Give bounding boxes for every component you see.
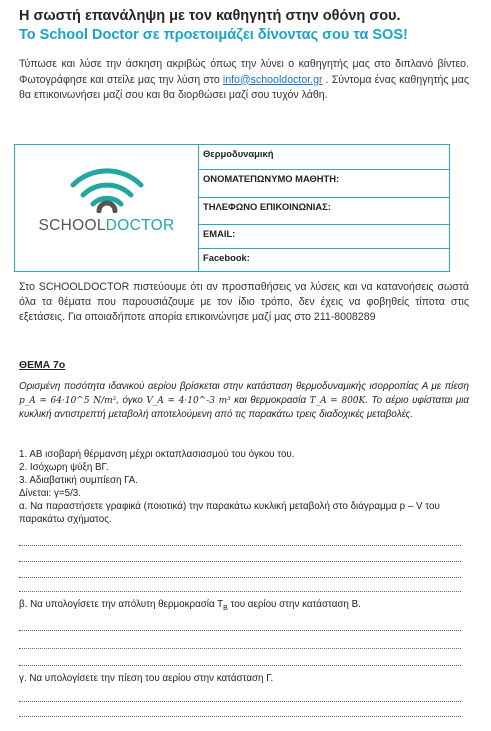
question-b-text: β. Να υπολογίσετε την απόλυτη θερμοκρασία Τ bbox=[19, 599, 224, 610]
answer-line[interactable] bbox=[19, 591, 461, 592]
wifi-logo-icon bbox=[69, 167, 145, 213]
header-subtitle: Το School Doctor σε προετοιμάζει δίνοντας σου τα SOS! bbox=[19, 27, 408, 43]
answer-line[interactable] bbox=[19, 545, 461, 546]
problem-title: ΘΕΜΑ 7ο bbox=[19, 360, 66, 371]
step-3: 3. Αδιαβατική συμπίεση ΓΑ. bbox=[19, 475, 138, 486]
logo-wordmark-doctor: DOCTOR bbox=[105, 217, 175, 234]
step-1: 1. ΑΒ ισοβαρή θέρμανση μέχρι οκταπλασιασμού του όγκου του. bbox=[19, 449, 295, 460]
answer-line[interactable] bbox=[19, 716, 461, 717]
logo-cell bbox=[15, 145, 199, 271]
intro-text bbox=[19, 57, 469, 104]
question-b-subscript: Β bbox=[223, 604, 228, 612]
answer-line[interactable] bbox=[19, 701, 461, 702]
volume-formula: V_A = 4·10^-3 m³ bbox=[146, 395, 231, 406]
email-field[interactable]: EMAIL: bbox=[199, 225, 449, 249]
intro-text-after: . Σύντομα ένας καθηγητής μας θα επικοινωνήσει μαζί σου και θα διορθώσει μαζί σου τυχόν λάθη. bbox=[19, 73, 469, 101]
answer-line[interactable] bbox=[19, 577, 461, 578]
info-fields bbox=[199, 145, 449, 271]
given: Δίνεται: γ=5/3. bbox=[19, 488, 81, 499]
pressure-formula: p_A = 64·10^5 N/m² bbox=[19, 395, 117, 406]
answer-line[interactable] bbox=[19, 630, 461, 631]
student-info-card bbox=[14, 144, 450, 272]
subject-field: Θερμοδυναμική bbox=[199, 145, 449, 170]
problem-intro-a: Ορισμένη ποσότητα ιδανικού αερίου βρίσκεται στην κατάσταση θερμοδυναμικής ισορροπίας Α με πίεση bbox=[19, 381, 469, 392]
problem-statement bbox=[19, 380, 469, 422]
answer-line[interactable] bbox=[19, 648, 461, 649]
question-c: γ. Να υπολογίσετε την πίεση του αερίου στην κατάσταση Γ. bbox=[19, 673, 274, 684]
question-a: α. Να παραστήσετε γραφικά (ποιοτικά) την παρακάτω κυκλική μεταβολή στο διάγραμμα p – V του παρακάτω σχήματος. bbox=[19, 501, 440, 525]
problem-intro-b: , όγκο bbox=[116, 394, 147, 406]
answer-line[interactable] bbox=[19, 561, 461, 562]
intro-paragraph: Στο SCHOOLDOCTOR πιστεύουμε ότι αν προσπαθήσεις να λύσεις και να κατανοήσεις σωστά όλα τα θέματα που παρουσιάζουμε με τον ίδιο τρόπο, δεν έχεις να φοβηθείς τίποτα στις εξετάσεις. Για οποιαδήποτε απορία επικοινώνησε μαζί μας στο 211-8008289 bbox=[19, 281, 469, 323]
logo-wordmark bbox=[15, 217, 198, 235]
question-b-end: του αερίου στην κατάσταση Β. bbox=[227, 599, 361, 610]
problem-intro-d: . Το αέριο υφίσταται μια κυκλική αντιστρεπτή μεταβολή αποτελούμενη από τις παρακάτω τρεις διαδοχικές μεταβολές. bbox=[19, 394, 469, 421]
problem-intro-c: και θερμοκρασία bbox=[230, 394, 310, 406]
temperature-formula: T_A = 800K bbox=[309, 395, 366, 406]
logo-wordmark-school: SCHOOL bbox=[38, 217, 106, 234]
question-b bbox=[19, 598, 469, 615]
phone-field[interactable]: ΤΗΛΕΦΩΝΟ ΕΠΙΚΟΙΝΩΝΙΑΣ: bbox=[199, 198, 449, 225]
answer-line[interactable] bbox=[19, 665, 461, 666]
intro-text-before: Τύπωσε και λύσε την άσκηση ακριβώς όπως την λύνει ο καθηγητής μας στο διπλανό βίντεο. Φωτογράφησε και στείλε μας την λύση στο bbox=[19, 58, 469, 86]
step-2: 2. Ισόχωρη ψύξη ΒΓ. bbox=[19, 462, 109, 473]
facebook-field[interactable]: Facebook: bbox=[203, 252, 250, 263]
email-link[interactable]: info@schooldoctor.gr bbox=[222, 73, 323, 86]
student-name-field[interactable]: ΟΝΟΜΑΤΕΠΩΝΥΜΟ ΜΑΘΗΤΗ: bbox=[199, 170, 449, 198]
header-title: Η σωστή επανάληψη με τον καθηγητή στην οθόνη σου. bbox=[19, 8, 401, 24]
